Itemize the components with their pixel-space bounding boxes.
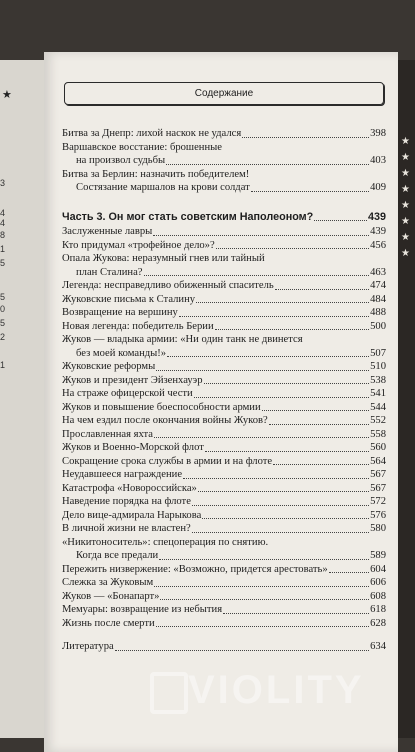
- toc-entry-title: Жизнь после смерти: [62, 617, 155, 629]
- toc-entry-title: Заслуженные лавры: [62, 226, 153, 237]
- toc-entry: [62, 640, 386, 654]
- toc-entry: [62, 333, 386, 360]
- dot-leader: [215, 329, 369, 330]
- toc-entry: [62, 509, 386, 523]
- dot-leader: [156, 626, 369, 627]
- toc-entry-title: Возвращение на вершину: [62, 307, 178, 318]
- page-number: 507: [370, 347, 386, 359]
- page-number: 484: [370, 293, 386, 305]
- toc-entry-title: Сокращение срока службы в армии и на флоте: [62, 455, 273, 467]
- toc-entry-title: Прославленная яхта: [62, 428, 153, 440]
- toc-entry-title-continued: на произвол судьбы: [76, 155, 166, 166]
- toc-entry-title: Кто придумал «трофейное дело»?: [62, 239, 215, 251]
- dot-leader: [262, 410, 369, 411]
- toc-entry-title: Жуковские письма к Сталину: [62, 293, 196, 305]
- toc-entry: [62, 225, 386, 239]
- page-number: 564: [370, 455, 386, 467]
- dot-leader: [167, 356, 369, 357]
- toc-entry-title-continued: без моей команды!»: [76, 347, 167, 359]
- dot-leader: [192, 505, 369, 506]
- left-page-number: 3: [0, 178, 6, 188]
- dot-leader: [204, 383, 370, 384]
- page-number: 488: [370, 307, 386, 318]
- toc-entry: [62, 414, 386, 428]
- page-number: 500: [370, 320, 386, 332]
- dot-leader: [314, 220, 367, 221]
- dot-leader: [251, 191, 369, 192]
- toc-entry: [62, 482, 386, 496]
- toc-entry-title: Мемуары: возвращение из небытия: [62, 604, 223, 615]
- watermark: VIOLITY: [188, 668, 365, 712]
- toc-entry-title: Пережить низвержение: «Возможно, придется арестовать»: [62, 563, 328, 575]
- toc-entry: [62, 617, 386, 631]
- toc-entry-title: Часть 3. Он мог стать советским Наполеоном?: [62, 210, 314, 223]
- star-icon: ★: [401, 168, 410, 179]
- dot-leader: [269, 424, 369, 425]
- page-number: 589: [370, 550, 386, 561]
- toc-entry-title: Жуков и Военно-Морской флот: [62, 442, 204, 453]
- star-icon: ★: [401, 248, 410, 259]
- dot-leader: [183, 478, 369, 479]
- toc-entry-title: На чем ездил после окончания войны Жуков?: [62, 415, 268, 426]
- dot-leader: [154, 586, 369, 587]
- left-page-edge: [0, 60, 46, 738]
- page-number: 439: [370, 226, 386, 237]
- star-icon: ★: [2, 89, 12, 101]
- dot-leader: [202, 518, 369, 519]
- dot-leader: [196, 302, 369, 303]
- toc-entry: [62, 168, 386, 182]
- star-icon: ★: [401, 184, 410, 195]
- page-number: 552: [370, 415, 386, 426]
- dot-leader: [192, 532, 369, 533]
- toc-entry: [62, 468, 386, 482]
- dot-leader: [156, 370, 369, 371]
- right-page-edge: [398, 60, 415, 738]
- toc-entry: [62, 306, 386, 320]
- dot-leader: [144, 275, 370, 276]
- toc-entry-title: Битва за Днепр: лихой наскок не удался: [62, 128, 242, 139]
- toc-entry-title: Жуков — «Бонапарт»: [62, 590, 160, 602]
- toc-entry: [62, 455, 386, 469]
- watermark-logo-icon: [150, 672, 188, 714]
- page-number: 544: [370, 401, 386, 413]
- left-page-number: 4: [0, 208, 6, 218]
- page-number: 456: [370, 239, 386, 251]
- dot-leader: [115, 650, 369, 651]
- dot-leader: [216, 248, 369, 249]
- toc-entry-title: Битва за Берлин: назначить победителем!: [62, 168, 250, 180]
- toc-entry: [62, 522, 386, 536]
- dot-leader: [242, 137, 369, 138]
- toc-entry-title: Дело вице-адмирала Нарыкова: [62, 509, 202, 521]
- dot-leader: [198, 491, 369, 492]
- toc-entry: [62, 495, 386, 509]
- toc-entry: [62, 536, 386, 563]
- toc-entry: [62, 211, 386, 225]
- page-number: 576: [370, 509, 386, 521]
- toc-entry-title: Жуков и президент Эйзенхауэр: [62, 374, 203, 386]
- toc-entry: [62, 252, 386, 279]
- toc-entry: [62, 127, 386, 141]
- left-page-number: 5: [0, 258, 6, 268]
- toc-entry: [62, 401, 386, 415]
- left-page-number: 0: [0, 304, 6, 314]
- left-page-number: 5: [0, 292, 6, 302]
- star-icon: ★: [401, 152, 410, 163]
- toc-entry-title: На страже офицерской чести: [62, 388, 193, 399]
- dot-leader: [179, 316, 369, 317]
- toc-entry: [62, 563, 386, 577]
- dot-leader: [153, 235, 369, 236]
- star-icon: ★: [401, 136, 410, 147]
- page-number: 409: [370, 182, 386, 193]
- page-number: 604: [370, 563, 386, 575]
- book-page: [44, 52, 398, 752]
- page-number: 628: [370, 617, 386, 629]
- page-number: 572: [370, 496, 386, 507]
- dot-leader: [223, 613, 369, 614]
- toc-entry: [62, 428, 386, 442]
- toc-entry: [62, 374, 386, 388]
- toc-entry-title: Наведение порядка на флоте: [62, 496, 191, 507]
- page-number: 567: [370, 482, 386, 494]
- page-number: 608: [370, 590, 386, 602]
- page-number: 439: [367, 210, 386, 223]
- page-number: 403: [370, 155, 386, 166]
- page-number: 634: [370, 641, 386, 652]
- toc-entry-title: Жуковские реформы: [62, 361, 156, 372]
- toc-entry-title: Новая легенда: победитель Берии: [62, 320, 214, 332]
- dot-leader: [159, 559, 369, 560]
- page-number: 560: [370, 442, 386, 453]
- page-header: Содержание: [64, 82, 384, 105]
- toc-entry-title: Катастрофа «Новороссийска»: [62, 482, 197, 494]
- toc-entry: [62, 603, 386, 617]
- toc-entry-title: «Никитоноситель»: спецоперация по снятию.: [62, 536, 269, 548]
- page-number: 580: [370, 523, 386, 534]
- toc-entry: [62, 576, 386, 590]
- dot-leader: [329, 572, 369, 573]
- star-icon: ★: [401, 232, 410, 243]
- page-number: 606: [370, 577, 386, 588]
- dot-leader: [194, 397, 369, 398]
- toc-entry-title: Варшавское восстание: брошенные: [62, 141, 222, 153]
- dot-leader: [273, 464, 369, 465]
- toc-entry: [62, 590, 386, 604]
- toc-entry: [62, 239, 386, 253]
- left-page-number: 5: [0, 318, 6, 328]
- toc-entry-title: Литература: [62, 641, 114, 652]
- dot-leader: [205, 451, 369, 452]
- page-number: 474: [370, 280, 386, 291]
- star-icon: ★: [401, 216, 410, 227]
- left-page-number: 1: [0, 244, 6, 254]
- left-page-number: 1: [0, 360, 6, 370]
- toc-entry-title-continued: план Сталина?: [76, 266, 143, 278]
- page-number: 510: [370, 361, 386, 372]
- toc-entry-title: Жуков и повышение боеспособности армии: [62, 401, 261, 413]
- toc-entry: [62, 141, 386, 168]
- toc-entry-title-continued: Когда все предали: [76, 550, 159, 561]
- toc-entry-title: Неудавшееся награждение: [62, 469, 183, 480]
- dot-leader: [154, 437, 369, 438]
- toc-entry: [62, 181, 386, 195]
- page-number: 463: [370, 266, 386, 278]
- dot-leader: [160, 599, 369, 600]
- table-of-contents: [62, 127, 386, 654]
- toc-entry: [62, 293, 386, 307]
- page-number: 541: [370, 388, 386, 399]
- toc-entry-title: Жуков — владыка армии: «Ни один танк не двинется: [62, 334, 303, 345]
- toc-entry-title: Легенда: несправедливо обиженный спаситель: [62, 280, 274, 291]
- page-number: 538: [370, 374, 386, 386]
- left-page-number: 2: [0, 332, 6, 342]
- page-number: 618: [370, 604, 386, 615]
- left-page-number: 8: [0, 230, 6, 240]
- toc-entry: [62, 441, 386, 455]
- page-number: 567: [370, 469, 386, 480]
- toc-entry-title: Опала Жукова: неразумный гнев или тайный: [62, 253, 265, 264]
- toc-entry-title: В личной жизни не властен?: [62, 523, 191, 534]
- toc-entry: [62, 360, 386, 374]
- toc-entry: [62, 279, 386, 293]
- toc-entry: [62, 320, 386, 334]
- star-icon: ★: [401, 200, 410, 211]
- toc-entry-title: Состязание маршалов на крови солдат: [76, 182, 250, 193]
- dot-leader: [275, 289, 369, 290]
- toc-entry: [62, 387, 386, 401]
- dot-leader: [166, 164, 369, 165]
- left-page-number: 4: [0, 218, 6, 228]
- page-number: 558: [370, 428, 386, 440]
- toc-entry-title: Слежка за Жуковым: [62, 577, 154, 588]
- page-number: 398: [370, 128, 386, 139]
